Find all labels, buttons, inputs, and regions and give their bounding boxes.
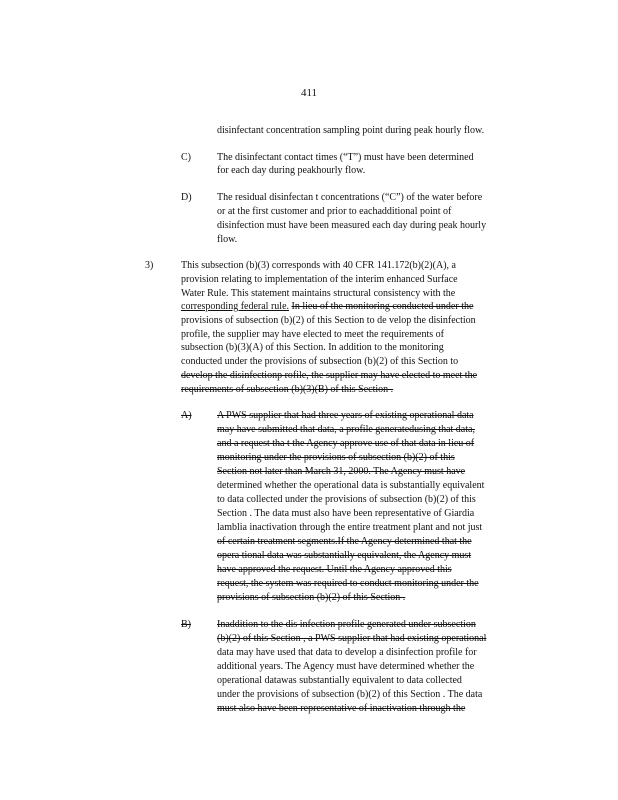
item-a-line-8: Section . The data must also have been representative of Giardia [217, 508, 475, 519]
item-3-line-1: This subsection (b)(3) corresponds with 40 CFR 141.172(b)(2)(A), a [181, 260, 456, 271]
item-a-line-4: monitoring under the provisions of subsection (b)(2) of this [217, 452, 455, 463]
item-a-line-3: and a request tha t the Agency approve use of that data in lieu of [217, 438, 475, 449]
item-d-line-3: disinfection must have been measured each day during peak hourly [217, 220, 487, 231]
item-b-line-7: must also have been representative of inactivation through the [217, 703, 466, 714]
item-b-line-1: Inaddition to the dis infection profile generated under subsection [217, 619, 476, 630]
underlined-insertion: corresponding federal rule. [181, 301, 290, 312]
item-a-line-6: determined whether the operational data is substantially equivalent [217, 480, 485, 491]
item-d-line-1: The residual disinfectan t concentrations (“C”) of the water before [217, 192, 483, 203]
item-3-marker: 3) [145, 260, 154, 271]
item-b-marker: B) [181, 619, 191, 630]
item-3-line-9: develop the disinfectionp rofile, the supplier may have elected to meet the [181, 370, 478, 381]
item-d-line-4: flow. [217, 234, 238, 245]
page-number: 411 [300, 87, 318, 99]
item-a-line-5: Section not later than March 31, 2000. The Agency must have [217, 466, 466, 477]
item-c-marker: C) [181, 152, 191, 163]
item-3-line-8: conducted under the provisions of subsection (b)(2) of this Section to [181, 356, 459, 367]
item-d-marker: D) [181, 192, 192, 203]
item-3-line-10: requirements of subsection (b)(3)(B) of this Section . [181, 384, 394, 395]
deleted-text: In lieu of the monitoring conducted under the [291, 301, 474, 312]
item-b-line-3: data may have used that data to develop a disinfection profile for [217, 647, 477, 658]
item-a-line-7: to data collected under the provisions of subsection (b)(2) of this [217, 494, 476, 505]
item-a-line-2: may have submitted that data, a profile generatedusing that data, [217, 424, 475, 435]
item-a-line-14: provisions of subsection (b)(2) of this Section . [217, 592, 406, 603]
item-3-line-3: Water Rule. This statement maintains structural consistency with the [181, 288, 456, 299]
continuation-line: disinfectant concentration sampling point during peak hourly flow. [217, 125, 485, 136]
item-b-line-4: additional years. The Agency must have determined whether the [217, 661, 475, 672]
item-3-line-5: provisions of subsection (b)(2) of this Section to de velop the disinfection [181, 315, 476, 326]
item-c-line-2: for each day during peakhourly flow. [217, 165, 366, 176]
item-d-line-2: or at the first customer and prior to eachadditional point of [217, 206, 452, 217]
item-a-marker: A) [181, 410, 192, 421]
item-b-line-2: (b)(2) of this Section , a PWS supplier that had existing operational [217, 633, 487, 644]
item-a-line-13: request, the system was required to conduct monitoring under the [217, 578, 479, 589]
item-3-line-7: subsection (b)(3)(A) of this Section. In addition to the monitoring [181, 342, 444, 353]
item-c-line-1: The disinfectant contact times (“T”) must have been determined [217, 152, 474, 163]
item-b-line-6: under the provisions of subsection (b)(2) of this Section . The data [217, 689, 483, 700]
item-b-line-5: operational datawas substantially equivalent to data collected [217, 675, 462, 686]
item-a-line-1: A PWS supplier that had three years of existing operational data [217, 410, 474, 421]
item-3-line-6: profile, the supplier may have elected to meet the requirements of [181, 329, 444, 340]
item-a-line-9: lamblia inactivation through the entire treatment plant and not just [217, 522, 483, 533]
item-3-line-2: provision relating to implementation of the interim enhanced Surface [181, 274, 458, 285]
item-3-line-4 [181, 300, 473, 313]
item-a-line-12: have approved the request. Until the Agency approved this [217, 564, 452, 575]
item-a-line-11: opera tional data was substantially equivalent, the Agency must [217, 550, 472, 561]
item-a-line-10: of certain treatment segments.If the Agency determined that the [217, 536, 472, 547]
